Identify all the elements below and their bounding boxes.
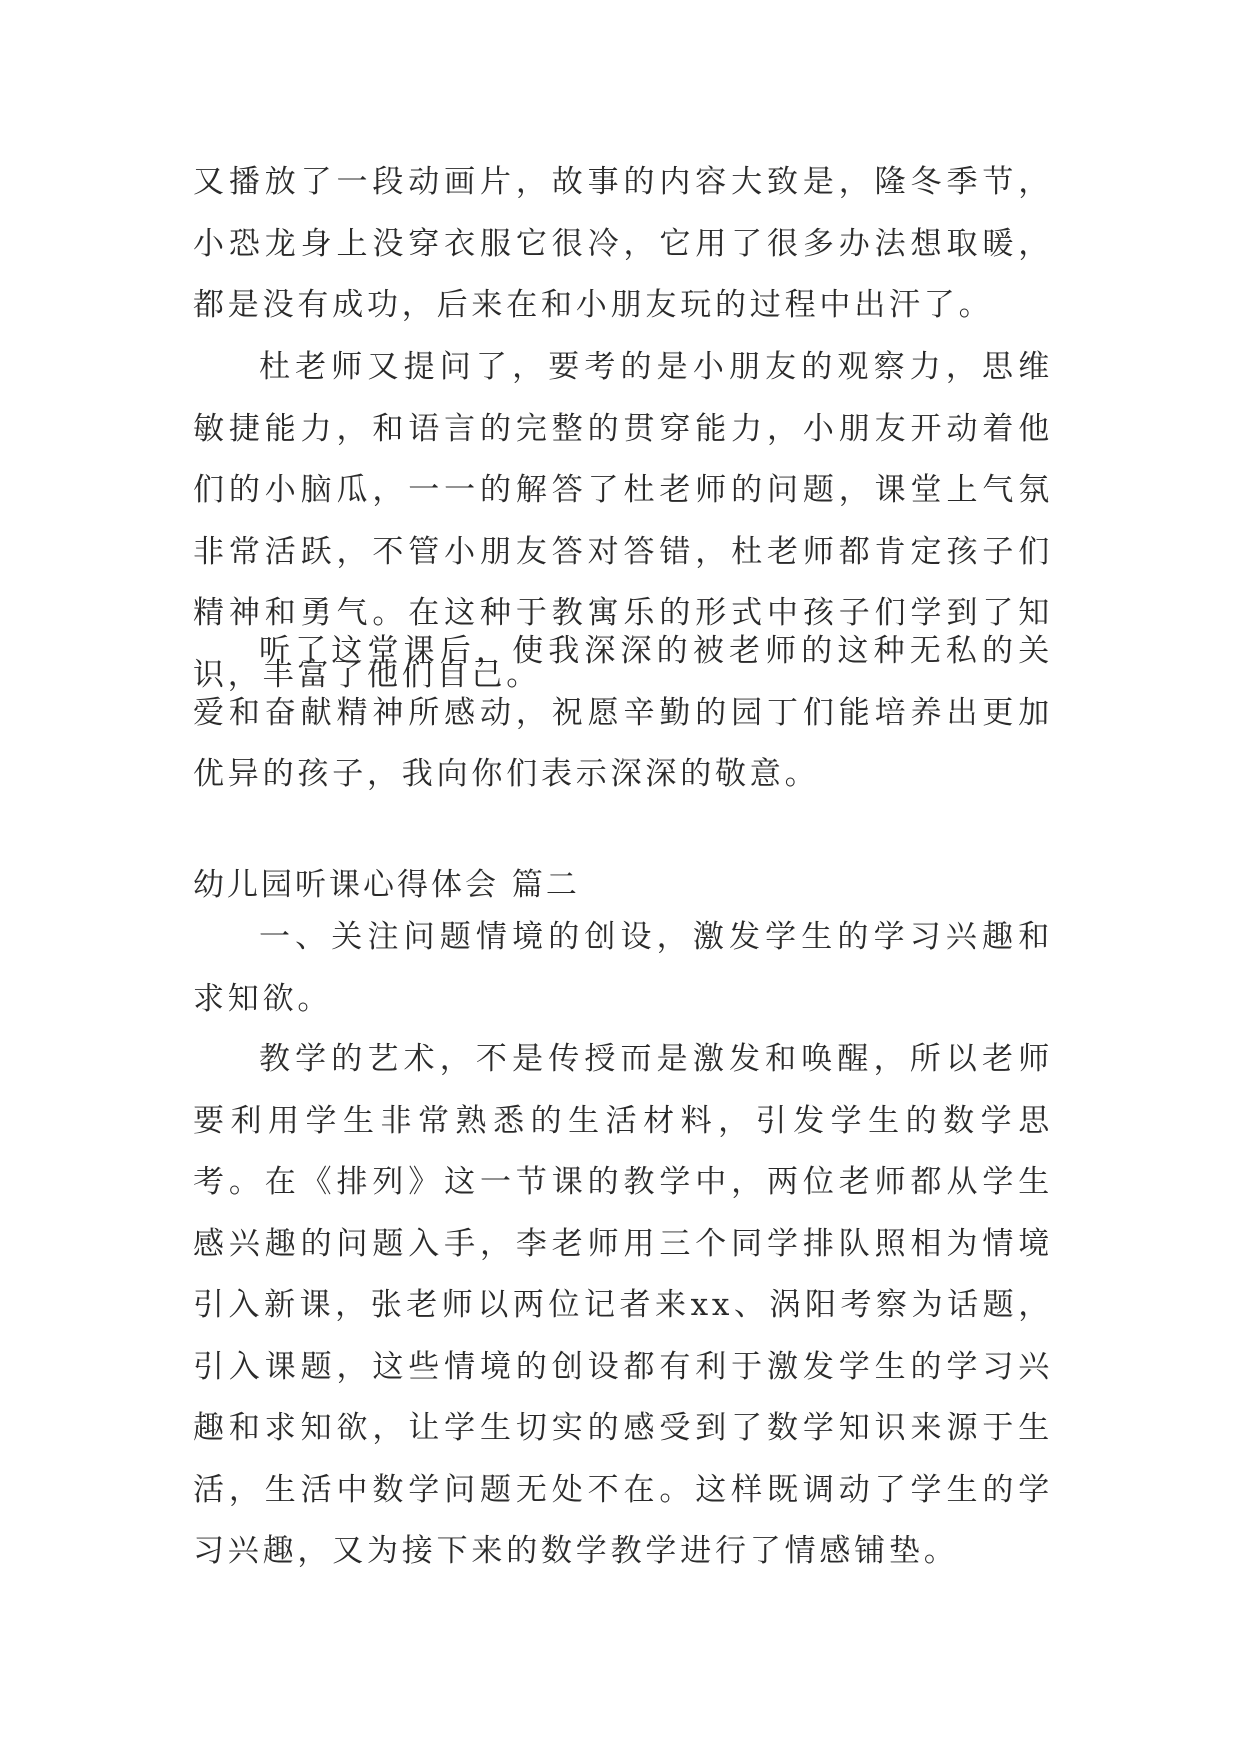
paragraph-2: 杜老师又提问了，要考的是小朋友的观察力，思维敏捷能力，和语言的完整的贯穿能力，小朋友开动着他们的小脑瓜，一一的解答了杜老师的问题，课堂上气氛非常活跃，不管小朋友答对答错，杜老师都肯定孩子们精神和勇气。在这种于教寓乐的形式中孩子们学到了知识，丰富了他们自己。: [193, 349, 1053, 693]
section-title: 幼儿园听课心得体会 篇二: [193, 867, 580, 903]
paragraph-5: 教学的艺术，不是传授而是激发和唤醒，所以老师要利用学生非常熟悉的生活材料，引发学生的数学思考。在《排列》这一节课的教学中，两位老师都从学生感兴趣的问题入手，李老师用三个同学排队照相为情境引入新课，张老师以两位记者来xx、涡阳考察为话题，引入课题，这些情境的创设都有利于激发学生的学习兴趣和求知欲，让学生切实的感受到了数学知识来源于生活，生活中数学问题无处不在。这样既调动了学生的学习兴趣，又为接下来的数学教学进行了情感铺垫。: [193, 1041, 1053, 1569]
continued-paragraph: 又播放了一段动画片，故事的内容大致是，隆冬季节， 小恐龙身上没穿衣服它很冷，它用了很多办法想取暖，都是没有成功，后来在和小朋友玩的过程中出汗了。: [193, 164, 1053, 323]
paragraph-3: 听了这堂课后，使我深深的被老师的这种无私的关爱和奋献精神所感动，祝愿辛勤的园丁们能培养出更加优异的孩子，我向你们表示深深的敬意。: [193, 633, 1053, 792]
paragraph-4: 一、关注问题情境的创设，激发学生的学习兴趣和求知欲。: [193, 919, 1053, 1017]
